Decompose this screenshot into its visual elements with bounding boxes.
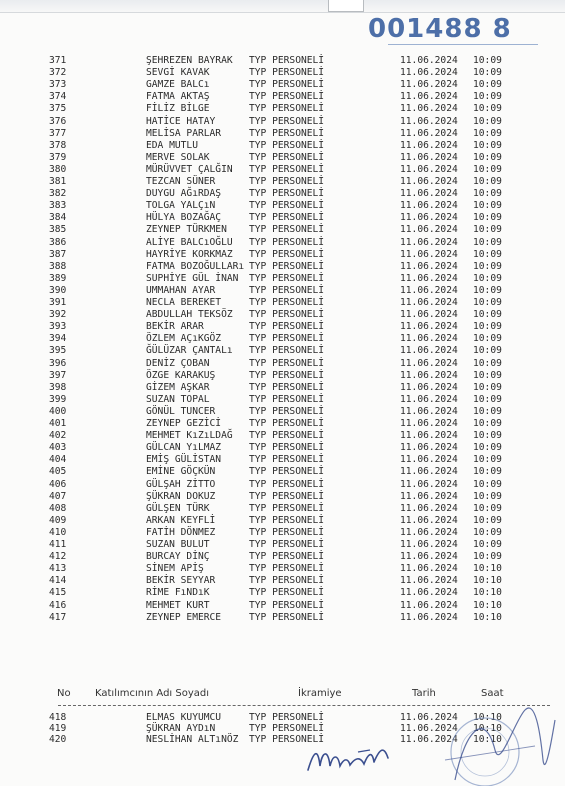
participant-name: ELMAS KUYUMCU bbox=[146, 712, 222, 723]
row-number: 377 bbox=[49, 127, 67, 139]
bonus-type: TYP PERSONELİ bbox=[249, 224, 325, 236]
row-time: 10:09 bbox=[473, 163, 502, 175]
row-number: 409 bbox=[49, 514, 67, 526]
participant-name: ÖZGE KARAKUŞ bbox=[146, 369, 216, 381]
row-number: 388 bbox=[49, 260, 67, 272]
bonus-type: TYP PERSONELİ bbox=[249, 345, 325, 357]
row-date: 11.06.2024 bbox=[400, 212, 458, 224]
bonus-type: TYP PERSONELİ bbox=[249, 188, 325, 200]
row-time: 10:09 bbox=[473, 333, 502, 345]
bonus-type: TYP PERSONELİ bbox=[249, 248, 325, 260]
row-number: 372 bbox=[49, 67, 67, 79]
bonus-type: TYP PERSONELİ bbox=[249, 466, 325, 478]
bonus-type: TYP PERSONELİ bbox=[249, 478, 325, 490]
row-number: 383 bbox=[49, 200, 67, 212]
row-date: 11.06.2024 bbox=[400, 563, 458, 575]
row-number: 408 bbox=[49, 502, 67, 514]
participant-name: HATİCE HATAY bbox=[146, 115, 216, 127]
row-time: 10:10 bbox=[473, 563, 502, 575]
bonus-type: TYP PERSONELİ bbox=[249, 734, 325, 745]
participant-name: HÜLYA BOZAĞAÇ bbox=[146, 212, 222, 224]
row-date: 11.06.2024 bbox=[400, 454, 458, 466]
row-date: 11.06.2024 bbox=[400, 734, 458, 745]
row-date: 11.06.2024 bbox=[400, 723, 458, 734]
row-time: 10:09 bbox=[473, 502, 502, 514]
participant-name: BURCAY DİNÇ bbox=[146, 551, 210, 563]
row-number: 411 bbox=[49, 539, 67, 550]
participant-name: ALİYE BALCıOĞLU bbox=[146, 236, 233, 248]
bonus-type: TYP PERSONELİ bbox=[249, 297, 325, 308]
row-date: 11.06.2024 bbox=[400, 712, 458, 723]
serial-number-stamp: 001488 8 bbox=[368, 14, 512, 44]
bonus-type: TYP PERSONELİ bbox=[249, 151, 325, 163]
bonus-type: TYP PERSONELİ bbox=[249, 575, 325, 587]
bonus-type: TYP PERSONELİ bbox=[249, 502, 325, 514]
row-number: 406 bbox=[49, 478, 67, 490]
bonus-type: TYP PERSONELİ bbox=[249, 115, 325, 127]
participant-name: FATMA AKTAŞ bbox=[146, 91, 210, 103]
row-date: 11.06.2024 bbox=[400, 248, 458, 260]
row-time: 10:09 bbox=[473, 357, 502, 369]
row-number: 397 bbox=[49, 369, 67, 381]
participant-name: RİME FıNDıK bbox=[146, 587, 210, 599]
row-date: 11.06.2024 bbox=[400, 539, 458, 550]
row-number: 380 bbox=[49, 163, 67, 175]
row-number: 418 bbox=[49, 712, 67, 723]
row-time: 10:10 bbox=[473, 575, 502, 587]
row-number: 415 bbox=[49, 587, 67, 599]
row-number: 381 bbox=[49, 176, 67, 187]
bonus-type: TYP PERSONELİ bbox=[249, 260, 325, 272]
row-date: 11.06.2024 bbox=[400, 502, 458, 514]
participant-name: GÜLŞAH ZİTTO bbox=[146, 478, 216, 490]
row-time: 10:09 bbox=[473, 405, 502, 417]
participant-name: ZEYNEP EMERCE bbox=[146, 611, 222, 623]
row-number: 399 bbox=[49, 393, 67, 405]
row-time: 10:09 bbox=[473, 284, 502, 296]
row-date: 11.06.2024 bbox=[400, 67, 458, 79]
participant-name: NESLİHAN ALTıNÖZ bbox=[146, 734, 239, 745]
row-date: 11.06.2024 bbox=[400, 163, 458, 175]
bonus-type: TYP PERSONELİ bbox=[249, 393, 325, 405]
participant-name: TOLGA YALÇıN bbox=[146, 200, 216, 212]
row-number: 402 bbox=[49, 430, 67, 442]
row-time: 10:10 bbox=[473, 599, 502, 611]
serial-underline bbox=[388, 44, 538, 45]
bonus-type: TYP PERSONELİ bbox=[249, 176, 325, 187]
row-date: 11.06.2024 bbox=[400, 139, 458, 151]
bonus-type: TYP PERSONELİ bbox=[249, 55, 325, 66]
header-no: No bbox=[57, 688, 71, 699]
bonus-type: TYP PERSONELİ bbox=[249, 490, 325, 502]
row-time: 10:10 bbox=[473, 587, 502, 599]
row-number: 376 bbox=[49, 115, 67, 127]
bonus-type: TYP PERSONELİ bbox=[249, 333, 325, 345]
row-time: 10:09 bbox=[473, 514, 502, 526]
bonus-type: TYP PERSONELİ bbox=[249, 357, 325, 369]
participant-name: HAYRİYE KORKMAZ bbox=[146, 248, 233, 260]
participant-name: ZEYNEP GEZİCİ bbox=[146, 418, 222, 429]
participant-name: ÖZLEM AÇıKGÖZ bbox=[146, 333, 222, 345]
top-strip-box bbox=[328, 0, 364, 12]
bonus-type: TYP PERSONELİ bbox=[249, 212, 325, 224]
participant-name: ARKAN KEYFLİ bbox=[146, 514, 216, 526]
row-time: 10:09 bbox=[473, 297, 502, 308]
row-number: 391 bbox=[49, 297, 67, 308]
row-date: 11.06.2024 bbox=[400, 611, 458, 623]
participant-name: ŞÜKRAN AYDıN bbox=[146, 723, 216, 734]
bonus-type: TYP PERSONELİ bbox=[249, 103, 325, 115]
bonus-type: TYP PERSONELİ bbox=[249, 526, 325, 538]
participant-name: ZEYNEP TÜRKMEN bbox=[146, 224, 227, 236]
row-time: 10:09 bbox=[473, 224, 502, 236]
row-time: 10:09 bbox=[473, 188, 502, 200]
row-time: 10:09 bbox=[473, 526, 502, 538]
row-time: 10:09 bbox=[473, 381, 502, 393]
participant-name: EDA MUTLU bbox=[146, 139, 198, 151]
header-date: Tarih bbox=[412, 688, 436, 699]
row-number: 419 bbox=[49, 723, 67, 734]
row-time: 10:09 bbox=[473, 345, 502, 357]
row-time: 10:09 bbox=[473, 418, 502, 429]
row-number: 416 bbox=[49, 599, 67, 611]
participant-name: ABDULLAH TEKSÖZ bbox=[146, 309, 233, 321]
row-time: 10:09 bbox=[473, 478, 502, 490]
participant-name: NECLA BEREKET bbox=[146, 297, 222, 308]
row-time: 10:09 bbox=[473, 212, 502, 224]
bonus-type: TYP PERSONELİ bbox=[249, 712, 325, 723]
row-number: 413 bbox=[49, 563, 67, 575]
row-date: 11.06.2024 bbox=[400, 357, 458, 369]
row-date: 11.06.2024 bbox=[400, 575, 458, 587]
participant-name: BEKİR SEYYAR bbox=[146, 575, 216, 587]
row-number: 405 bbox=[49, 466, 67, 478]
row-number: 394 bbox=[49, 333, 67, 345]
bonus-type: TYP PERSONELİ bbox=[249, 723, 325, 734]
row-time: 10:09 bbox=[473, 236, 502, 248]
bonus-type: TYP PERSONELİ bbox=[249, 551, 325, 563]
row-number: 404 bbox=[49, 454, 67, 466]
bonus-type: TYP PERSONELİ bbox=[249, 514, 325, 526]
row-time: 10:09 bbox=[473, 466, 502, 478]
row-number: 400 bbox=[49, 405, 67, 417]
row-time: 10:10 bbox=[473, 734, 502, 745]
row-date: 11.06.2024 bbox=[400, 188, 458, 200]
bonus-type: TYP PERSONELİ bbox=[249, 309, 325, 321]
bonus-type: TYP PERSONELİ bbox=[249, 611, 325, 623]
row-date: 11.06.2024 bbox=[400, 405, 458, 417]
participant-name: UMMAHAN AYAR bbox=[146, 284, 216, 296]
row-number: 393 bbox=[49, 321, 67, 333]
participant-name: FİLİZ BİLGE bbox=[146, 103, 210, 115]
row-number: 395 bbox=[49, 345, 67, 357]
bonus-type: TYP PERSONELİ bbox=[249, 587, 325, 599]
row-number: 386 bbox=[49, 236, 67, 248]
row-time: 10:09 bbox=[473, 321, 502, 333]
participant-name: SUZAN BULUT bbox=[146, 539, 210, 550]
bonus-type: TYP PERSONELİ bbox=[249, 442, 325, 454]
row-date: 11.06.2024 bbox=[400, 333, 458, 345]
row-number: 379 bbox=[49, 151, 67, 163]
row-date: 11.06.2024 bbox=[400, 599, 458, 611]
bonus-type: TYP PERSONELİ bbox=[249, 369, 325, 381]
header-type: İkramiye bbox=[298, 688, 342, 699]
row-time: 10:09 bbox=[473, 430, 502, 442]
row-number: 407 bbox=[49, 490, 67, 502]
row-time: 10:09 bbox=[473, 369, 502, 381]
row-date: 11.06.2024 bbox=[400, 442, 458, 454]
bonus-type: TYP PERSONELİ bbox=[249, 563, 325, 575]
bonus-type: TYP PERSONELİ bbox=[249, 236, 325, 248]
row-date: 11.06.2024 bbox=[400, 551, 458, 563]
row-date: 11.06.2024 bbox=[400, 418, 458, 429]
participant-name: GÖNÜL TUNCER bbox=[146, 405, 216, 417]
row-time: 10:09 bbox=[473, 176, 502, 187]
row-number: 371 bbox=[49, 55, 67, 66]
row-date: 11.06.2024 bbox=[400, 393, 458, 405]
official-stamp-signature bbox=[425, 690, 565, 786]
row-date: 11.06.2024 bbox=[400, 490, 458, 502]
row-date: 11.06.2024 bbox=[400, 103, 458, 115]
participant-name: GÜLCAN YıLMAZ bbox=[146, 442, 222, 454]
row-number: 392 bbox=[49, 309, 67, 321]
row-time: 10:09 bbox=[473, 91, 502, 103]
row-time: 10:09 bbox=[473, 127, 502, 139]
row-time: 10:09 bbox=[473, 454, 502, 466]
row-number: 389 bbox=[49, 272, 67, 284]
bonus-type: TYP PERSONELİ bbox=[249, 79, 325, 91]
row-time: 10:09 bbox=[473, 151, 502, 163]
row-number: 387 bbox=[49, 248, 67, 260]
row-number: 398 bbox=[49, 381, 67, 393]
row-date: 11.06.2024 bbox=[400, 526, 458, 538]
row-time: 10:09 bbox=[473, 79, 502, 91]
row-number: 412 bbox=[49, 551, 67, 563]
participant-name: ŞEHREZEN BAYRAK bbox=[146, 55, 233, 66]
bonus-type: TYP PERSONELİ bbox=[249, 405, 325, 417]
row-date: 11.06.2024 bbox=[400, 345, 458, 357]
row-number: 403 bbox=[49, 442, 67, 454]
scanner-top-strip bbox=[0, 0, 565, 13]
participant-name: DENİZ ÇOBAN bbox=[146, 357, 210, 369]
bonus-type: TYP PERSONELİ bbox=[249, 139, 325, 151]
row-date: 11.06.2024 bbox=[400, 369, 458, 381]
row-number: 382 bbox=[49, 188, 67, 200]
participant-name: BEKİR ARAR bbox=[146, 321, 204, 333]
participant-name: GAMZE BALCı bbox=[146, 79, 210, 91]
row-number: 374 bbox=[49, 91, 67, 103]
row-date: 11.06.2024 bbox=[400, 272, 458, 284]
row-date: 11.06.2024 bbox=[400, 127, 458, 139]
bonus-type: TYP PERSONELİ bbox=[249, 67, 325, 79]
row-number: 396 bbox=[49, 357, 67, 369]
participant-name: EMİNE GÖÇKÜN bbox=[146, 466, 216, 478]
participant-name: MERVE SOLAK bbox=[146, 151, 210, 163]
bonus-type: TYP PERSONELİ bbox=[249, 321, 325, 333]
row-date: 11.06.2024 bbox=[400, 466, 458, 478]
row-date: 11.06.2024 bbox=[400, 115, 458, 127]
row-time: 10:09 bbox=[473, 551, 502, 563]
row-date: 11.06.2024 bbox=[400, 151, 458, 163]
row-date: 11.06.2024 bbox=[400, 478, 458, 490]
row-date: 11.06.2024 bbox=[400, 224, 458, 236]
row-number: 385 bbox=[49, 224, 67, 236]
row-time: 10:09 bbox=[473, 260, 502, 272]
bonus-type: TYP PERSONELİ bbox=[249, 430, 325, 442]
participant-name: GÜLŞEN TÜRK bbox=[146, 502, 210, 514]
participant-name: SEVGİ KAVAK bbox=[146, 67, 210, 79]
participant-name: FATMA BOZOĞULLARı bbox=[146, 260, 245, 272]
participant-name: DUYGU AĞıRDAŞ bbox=[146, 188, 222, 200]
row-time: 10:09 bbox=[473, 442, 502, 454]
row-number: 401 bbox=[49, 418, 67, 429]
bonus-type: TYP PERSONELİ bbox=[249, 91, 325, 103]
row-number: 375 bbox=[49, 103, 67, 115]
bonus-type: TYP PERSONELİ bbox=[249, 127, 325, 139]
row-time: 10:09 bbox=[473, 309, 502, 321]
participant-name: MÜRÜVVET ÇALĞIN bbox=[146, 163, 233, 175]
participant-name: SUPHİYE GÜL İNAN bbox=[146, 272, 239, 284]
row-date: 11.06.2024 bbox=[400, 79, 458, 91]
row-time: 10:09 bbox=[473, 248, 502, 260]
row-date: 11.06.2024 bbox=[400, 55, 458, 66]
row-date: 11.06.2024 bbox=[400, 430, 458, 442]
participant-name: MELİSA PARLAR bbox=[146, 127, 222, 139]
row-date: 11.06.2024 bbox=[400, 236, 458, 248]
participant-name: MEHMET KURT bbox=[146, 599, 210, 611]
participant-name: ĞÜLÜZAR ÇANTALı bbox=[146, 345, 233, 357]
row-time: 10:10 bbox=[473, 611, 502, 623]
row-time: 10:09 bbox=[473, 103, 502, 115]
participant-name: TEZCAN SÜNER bbox=[146, 176, 216, 187]
row-date: 11.06.2024 bbox=[400, 284, 458, 296]
row-time: 10:09 bbox=[473, 55, 502, 66]
row-time: 10:10 bbox=[473, 712, 502, 723]
bonus-type: TYP PERSONELİ bbox=[249, 539, 325, 550]
row-number: 384 bbox=[49, 212, 67, 224]
participant-name: SİNEM APİŞ bbox=[146, 563, 204, 575]
participant-name: ŞÜKRAN DOKUZ bbox=[146, 490, 216, 502]
bonus-type: TYP PERSONELİ bbox=[249, 200, 325, 212]
row-date: 11.06.2024 bbox=[400, 309, 458, 321]
row-date: 11.06.2024 bbox=[400, 381, 458, 393]
row-date: 11.06.2024 bbox=[400, 200, 458, 212]
row-number: 373 bbox=[49, 79, 67, 91]
participant-name: FATİH DÖNMEZ bbox=[146, 526, 216, 538]
bonus-type: TYP PERSONELİ bbox=[249, 381, 325, 393]
row-date: 11.06.2024 bbox=[400, 260, 458, 272]
row-date: 11.06.2024 bbox=[400, 176, 458, 187]
participant-name: MEHMET KıZıLDAĞ bbox=[146, 430, 233, 442]
row-time: 10:09 bbox=[473, 67, 502, 79]
row-time: 10:09 bbox=[473, 272, 502, 284]
bonus-type: TYP PERSONELİ bbox=[249, 163, 325, 175]
row-number: 414 bbox=[49, 575, 67, 587]
row-number: 420 bbox=[49, 734, 67, 745]
participant-name: GİZEM AŞKAR bbox=[146, 381, 210, 393]
row-number: 378 bbox=[49, 139, 67, 151]
bonus-type: TYP PERSONELİ bbox=[249, 454, 325, 466]
row-date: 11.06.2024 bbox=[400, 514, 458, 526]
bonus-type: TYP PERSONELİ bbox=[249, 284, 325, 296]
row-time: 10:09 bbox=[473, 393, 502, 405]
row-date: 11.06.2024 bbox=[400, 321, 458, 333]
row-number: 410 bbox=[49, 526, 67, 538]
row-number: 417 bbox=[49, 611, 67, 623]
row-time: 10:09 bbox=[473, 115, 502, 127]
header-name: Katılımcının Adı Soyadı bbox=[95, 688, 210, 699]
bonus-type: TYP PERSONELİ bbox=[249, 599, 325, 611]
participant-name: SUZAN TOPAL bbox=[146, 393, 210, 405]
header-time: Saat bbox=[481, 688, 504, 699]
row-number: 390 bbox=[49, 284, 67, 296]
bonus-type: TYP PERSONELİ bbox=[249, 418, 325, 429]
row-time: 10:10 bbox=[473, 723, 502, 734]
row-date: 11.06.2024 bbox=[400, 297, 458, 308]
row-time: 10:09 bbox=[473, 539, 502, 550]
row-time: 10:09 bbox=[473, 200, 502, 212]
row-date: 11.06.2024 bbox=[400, 587, 458, 599]
row-time: 10:09 bbox=[473, 490, 502, 502]
participant-name: EMİŞ GÜLİSTAN bbox=[146, 454, 222, 466]
row-time: 10:09 bbox=[473, 139, 502, 151]
row-date: 11.06.2024 bbox=[400, 91, 458, 103]
handwritten-signature bbox=[300, 740, 410, 780]
bonus-type: TYP PERSONELİ bbox=[249, 272, 325, 284]
